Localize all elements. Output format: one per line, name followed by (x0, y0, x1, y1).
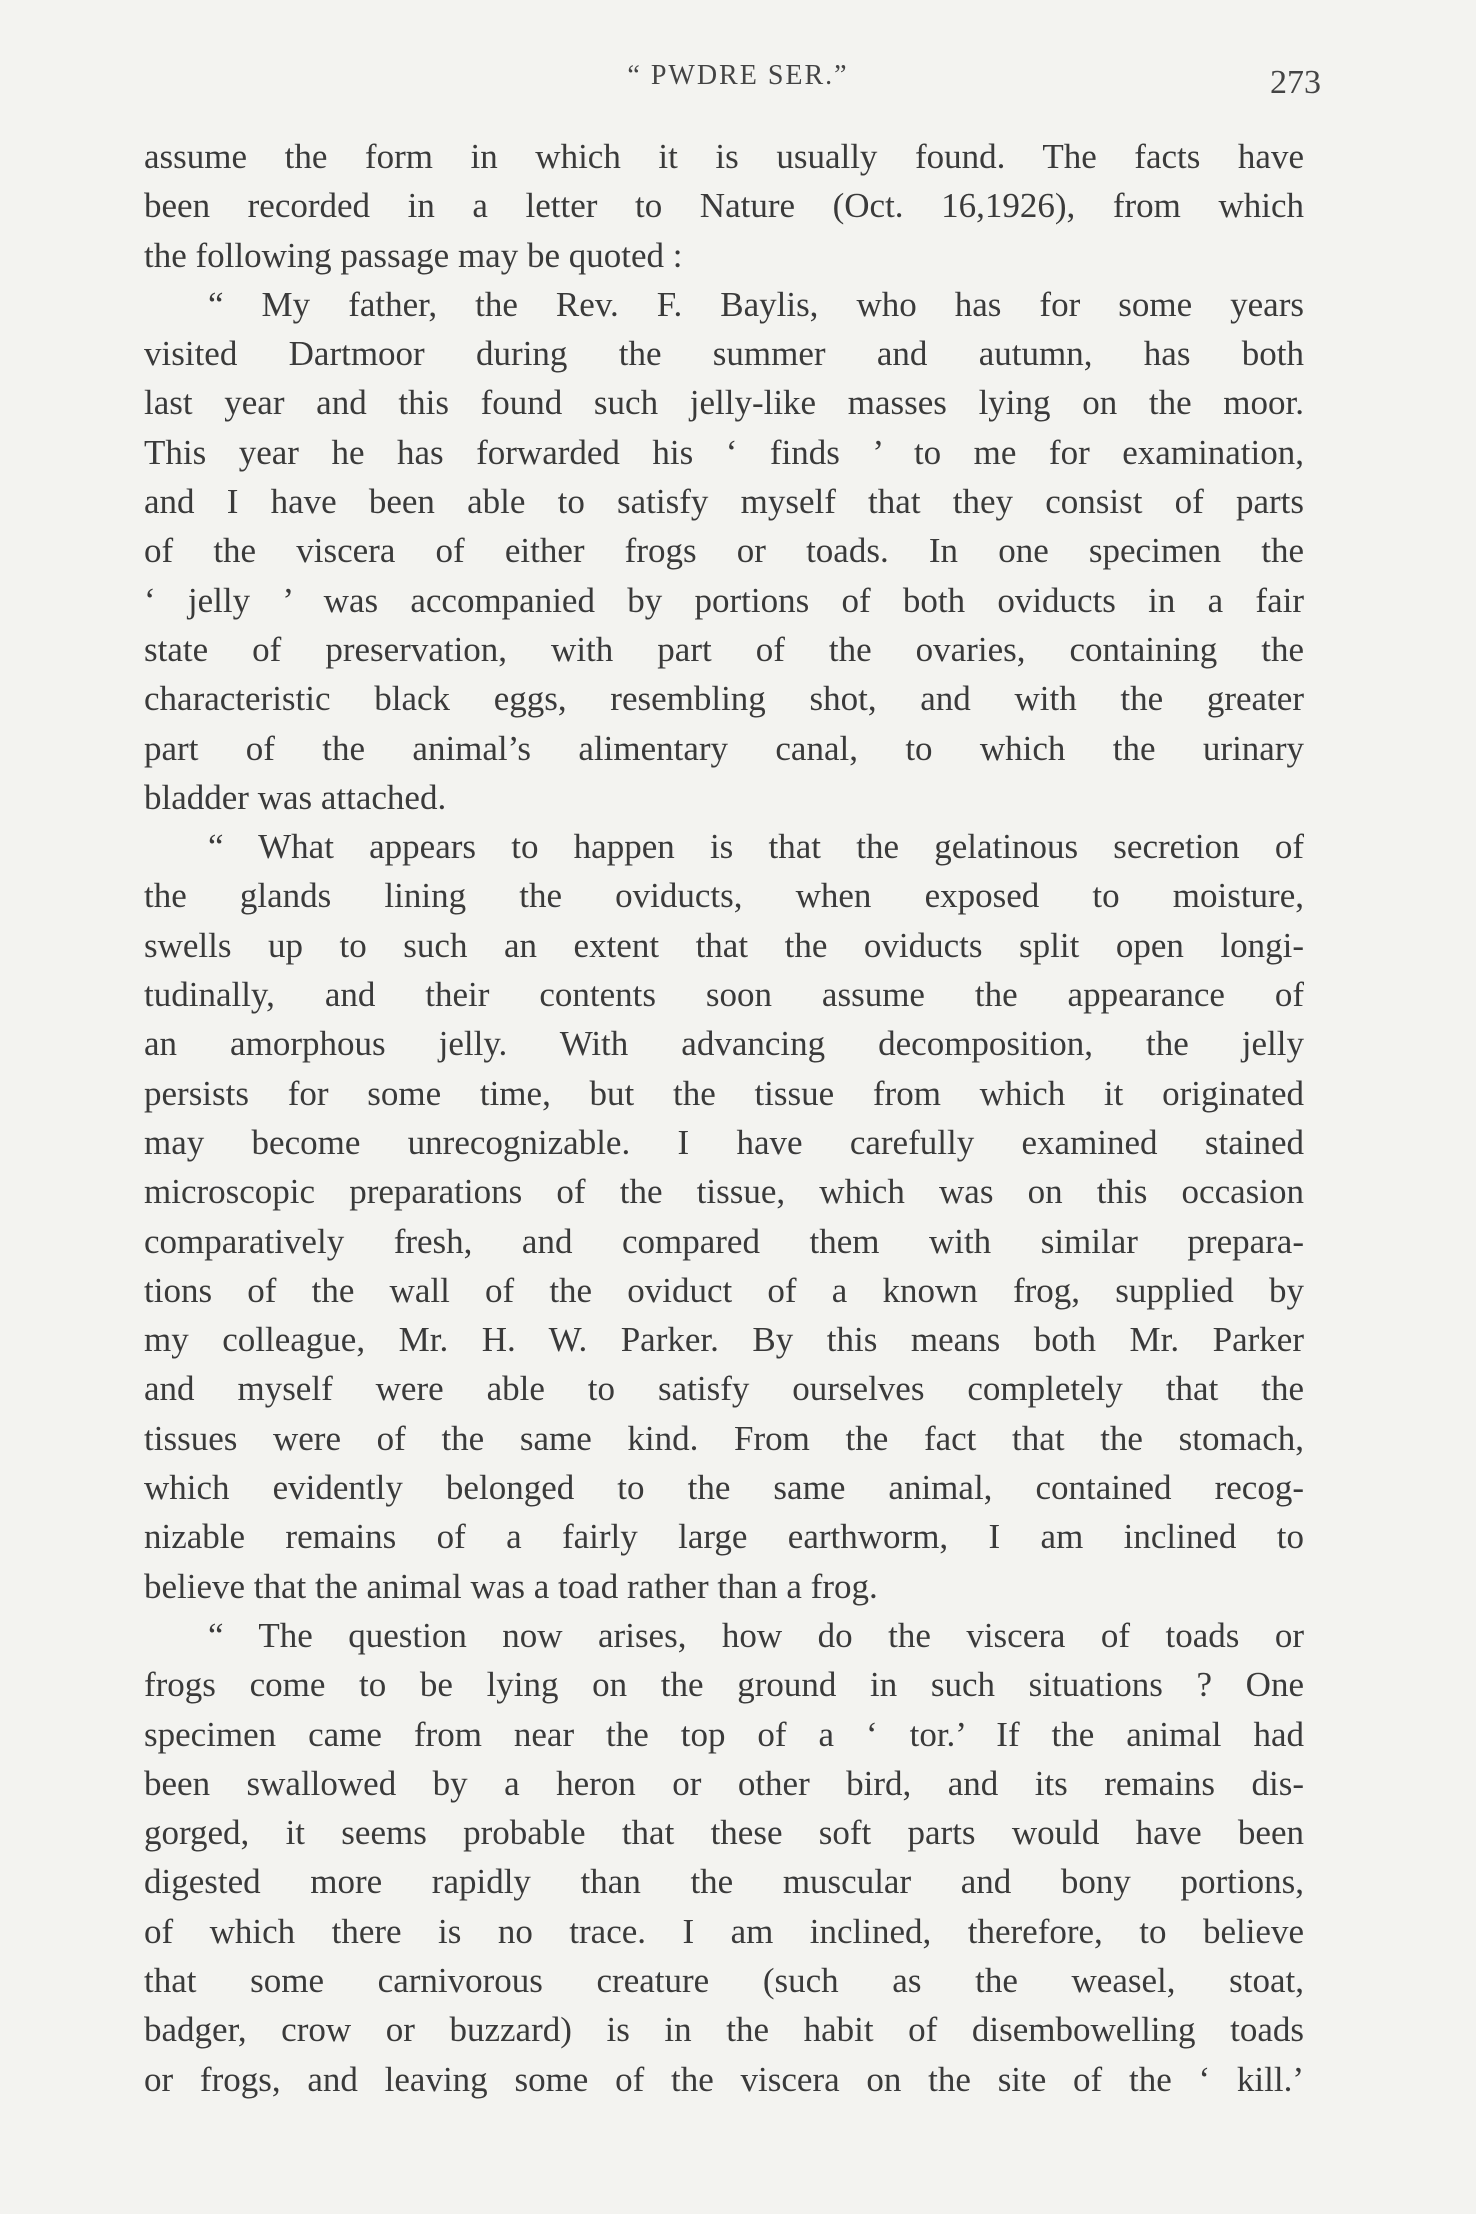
text-line: “ My father, the Rev. F. Baylis, who has for some years (208, 284, 1304, 324)
text-line: tudinally, and their contents soon assume the appearance of (144, 975, 1304, 1015)
text-line: which evidently belonged to the same animal, contained recog- (144, 1468, 1304, 1508)
text-line: or frogs, and leaving some of the viscera on the site of the ‘ kill.’ (144, 2059, 1304, 2099)
text-line: frogs come to be lying on the ground in such situations ? One (144, 1665, 1304, 1705)
text-line: “ The question now arises, how do the viscera of toads or (208, 1615, 1304, 1655)
text-line: badger, crow or buzzard) is in the habit of disembowelling toads (144, 2010, 1304, 2050)
running-title: “ PWDRE SER.” (627, 60, 849, 91)
text-line: This year he has forwarded his ‘ finds ’ to me for examination, (144, 432, 1304, 472)
text-line: last year and this found such jelly-like masses lying on the moor. (144, 383, 1304, 423)
page-number: 273 (1270, 64, 1321, 101)
text-line: swells up to such an extent that the oviducts split open longi- (144, 925, 1304, 965)
text-line: “ What appears to happen is that the gelatinous secretion of (208, 827, 1304, 867)
text-line: digested more rapidly than the muscular and bony portions, (144, 1862, 1304, 1902)
text-line: gorged, it seems probable that these soft parts would have been (144, 1813, 1304, 1853)
text-line: an amorphous jelly. With advancing decomposition, the jelly (144, 1024, 1304, 1064)
text-line: tions of the wall of the oviduct of a known frog, supplied by (144, 1270, 1304, 1310)
text-line: nizable remains of a fairly large earthworm, I am inclined to (144, 1517, 1304, 1557)
running-head (0, 56, 1476, 106)
text-line: believe that the animal was a toad rather than a frog. (144, 1566, 878, 1606)
text-line: may become unrecognizable. I have carefully examined stained (144, 1122, 1304, 1162)
text-line: assume the form in which it is usually found. The facts have (144, 137, 1304, 176)
text-line: state of preservation, with part of the ovaries, containing the (144, 629, 1304, 669)
text-line: been swallowed by a heron or other bird, and its remains dis- (144, 1763, 1304, 1803)
text-line: the following passage may be quoted : (144, 235, 683, 275)
text-line: of the viscera of either frogs or toads. In one specimen the (144, 531, 1304, 571)
text-line: bladder was attached. (144, 777, 447, 817)
text-line: part of the animal’s alimentary canal, to which the urinary (144, 728, 1304, 768)
text-line: ‘ jelly ’ was accompanied by portions of both oviducts in a fair (144, 580, 1304, 620)
text-line: and myself were able to satisfy ourselves completely that the (144, 1369, 1304, 1409)
text-line: microscopic preparations of the tissue, which was on this occasion (144, 1172, 1304, 1212)
text-line: persists for some time, but the tissue from which it originated (144, 1073, 1304, 1113)
text-line: of which there is no trace. I am inclined, therefore, to believe (144, 1911, 1304, 1951)
body-text (144, 132, 1304, 2104)
text-line: characteristic black eggs, resembling shot, and with the greater (144, 679, 1304, 719)
text-line: my colleague, Mr. H. W. Parker. By this means both Mr. Parker (144, 1320, 1304, 1360)
text-line: that some carnivorous creature (such as the weasel, stoat, (144, 1960, 1304, 2000)
text-line: specimen came from near the top of a ‘ tor.’ If the animal had (144, 1714, 1304, 1754)
text-line: been recorded in a letter to Nature (Oct. 16,1926), from which (144, 186, 1304, 226)
text-line: visited Dartmoor during the summer and autumn, has both (144, 334, 1304, 374)
text-line: the glands lining the oviducts, when exposed to moisture, (144, 876, 1304, 916)
text-line: comparatively fresh, and compared them with similar prepara- (144, 1221, 1304, 1261)
text-line: and I have been able to satisfy myself that they consist of parts (144, 482, 1304, 522)
text-line: tissues were of the same kind. From the fact that the stomach, (144, 1418, 1304, 1458)
